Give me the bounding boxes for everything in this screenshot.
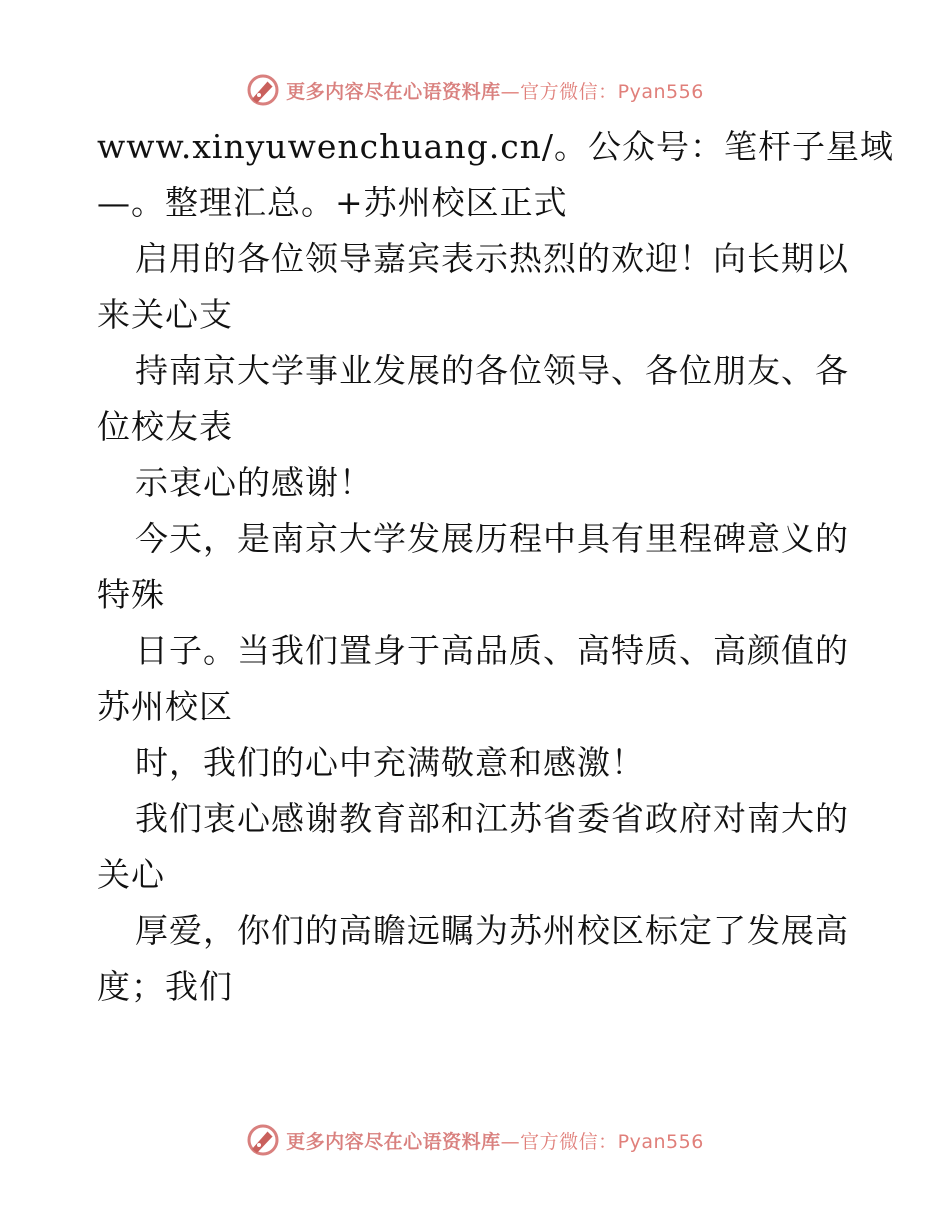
text-line: 启用的各位领导嘉宾表示热烈的欢迎！向长期以: [135, 239, 849, 278]
text-line: 来关心支: [97, 295, 233, 334]
page-footer-banner: [0, 1122, 950, 1158]
banner-main-text: 更多内容尽在心语资料库: [286, 80, 501, 103]
footer-banner-text: [286, 1127, 704, 1154]
banner-dash: —: [500, 1130, 521, 1153]
text-line: 苏州校区: [97, 687, 233, 726]
banner-contact-text: 官方微信：Pyan556: [520, 80, 704, 103]
text-line: 示衷心的感谢！: [135, 463, 373, 502]
text-line: 度；我们: [97, 967, 233, 1006]
text-line: 关心: [97, 855, 165, 894]
text-line: www.xinyuwenchuang.cn/。公众号：笔杆子星域: [97, 127, 895, 166]
header-banner-text: [286, 77, 704, 104]
pen-nib-circle-icon: [246, 73, 280, 107]
text-line: 时，我们的心中充满敬意和感激！: [135, 743, 645, 782]
pen-nib-circle-icon: [246, 1123, 280, 1157]
text-line: 特殊: [97, 575, 165, 614]
text-line: 位校友表: [97, 407, 233, 446]
text-line: 厚爱，你们的高瞻远瞩为苏州校区标定了发展高: [135, 911, 849, 950]
banner-main-text: 更多内容尽在心语资料库: [286, 1130, 501, 1153]
text-line: 持南京大学事业发展的各位领导、各位朋友、各: [135, 351, 849, 390]
text-line: —。整理汇总。+苏州校区正式: [97, 183, 568, 222]
page-header-banner: [0, 72, 950, 108]
banner-contact-text: 官方微信：Pyan556: [520, 1130, 704, 1153]
text-line: 日子。当我们置身于高品质、高特质、高颜值的: [135, 631, 849, 670]
text-line: 今天，是南京大学发展历程中具有里程碑意义的: [135, 519, 849, 558]
document-body: [97, 119, 895, 1015]
banner-dash: —: [500, 80, 521, 103]
text-line: 我们衷心感谢教育部和江苏省委省政府对南大的: [135, 799, 849, 838]
